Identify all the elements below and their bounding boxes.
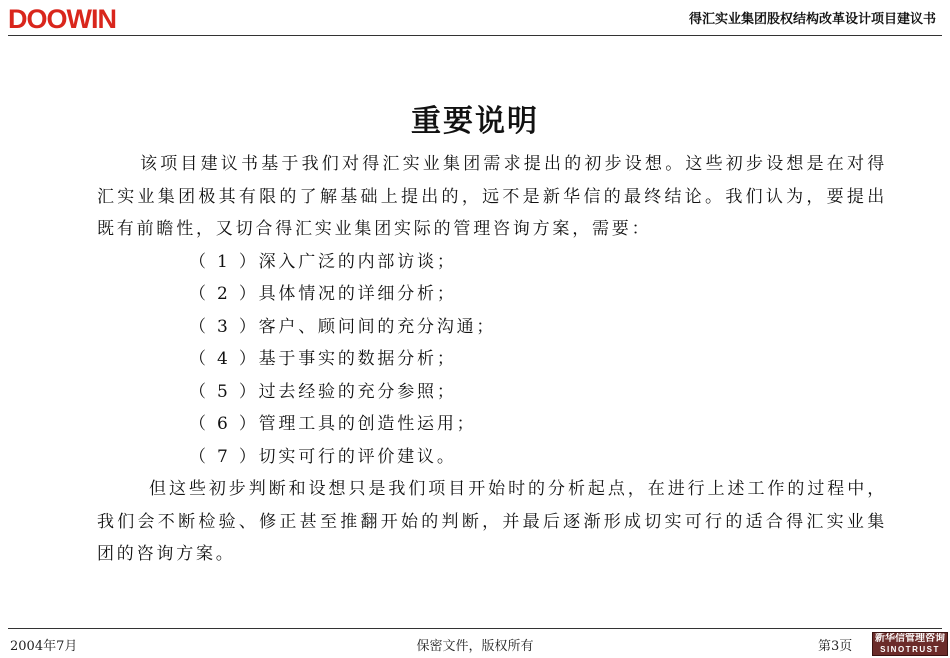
badge-chinese-name: 新华信管理咨询: [875, 633, 945, 644]
confidential-notice: 保密文件，版权所有: [416, 639, 534, 654]
sinotrust-logo: [872, 632, 948, 656]
requirement-item: （ 4 ）基于事实的数据分析；: [189, 349, 457, 369]
requirements-list: [97, 246, 887, 474]
doowin-logo: DOOWIN: [8, 4, 116, 34]
requirement-item: （ 1 ）深入广泛的内部访谈；: [189, 251, 457, 272]
closing-paragraph: 但这些初步判断和设想只是我们项目开始时的分析起点，在进行上述工作的过程中，我们会不断检验、修正甚至推翻开始的判断，并最后逐渐形成切实可行的适合得汇实业集团的咨询方案。: [97, 479, 887, 564]
header-divider: [8, 35, 942, 36]
body-content: [97, 148, 887, 571]
page-number: 第3页: [818, 639, 853, 654]
intro-paragraph: 该项目建议书基于我们对得汇实业集团需求提出的初步设想。这些初步设想是在对得汇实业集团极其有限的了解基础上提出的，远不是新华信的最终结论。我们认为，要提出既有前瞻性，又切合得汇实业集团实际的管理咨询方案，需要：: [97, 154, 887, 239]
footer-divider: [8, 628, 942, 629]
requirement-item: （ 6 ）管理工具的创造性运用；: [189, 414, 477, 434]
document-title: 得汇实业集团股权结构改革设计项目建议书: [688, 12, 936, 27]
footer-date: 2004年7月: [10, 639, 78, 654]
requirement-item: （ 7 ）切实可行的评价建议。: [189, 446, 457, 467]
badge-english-name: SINOTRUST: [880, 645, 940, 654]
page-title: 重要说明: [411, 104, 539, 140]
requirement-item: （ 3 ）客户、顾问间的充分沟通；: [189, 316, 497, 337]
requirement-item: （ 2 ）具体情况的详细分析；: [189, 284, 457, 304]
requirement-item: （ 5 ）过去经验的充分参照；: [189, 381, 457, 402]
